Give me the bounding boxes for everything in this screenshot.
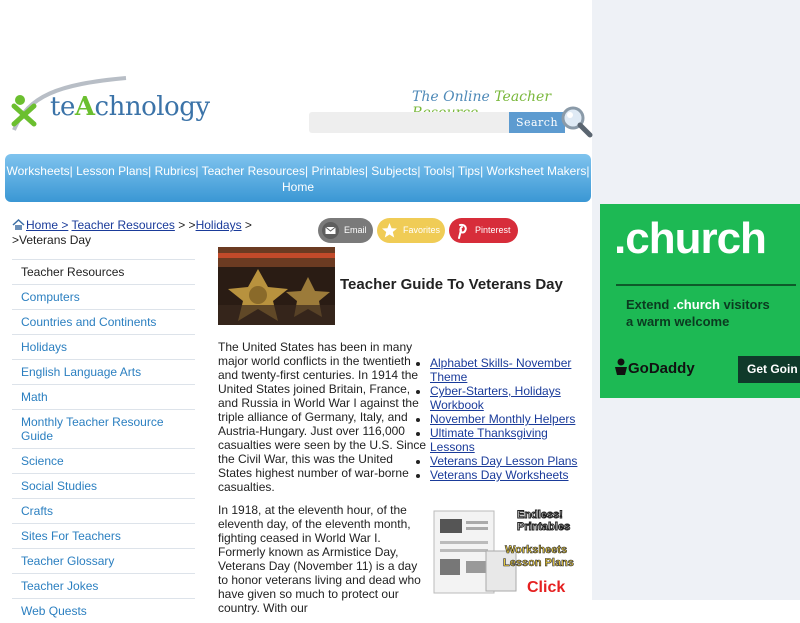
breadcrumb-teacher-resources[interactable]: Teacher Resources bbox=[71, 218, 175, 232]
breadcrumb-holidays[interactable]: Holidays bbox=[195, 218, 242, 232]
share-favorites-button[interactable]: Favorites bbox=[377, 218, 445, 243]
sidebar-item-sites-for-teachers[interactable]: Sites For Teachers bbox=[12, 523, 195, 548]
list-item bbox=[430, 426, 588, 454]
share-pinterest-button[interactable]: Pinterest bbox=[449, 218, 518, 243]
list-item bbox=[430, 356, 588, 384]
sidebar-item-countries-and-continents[interactable]: Countries and Continents bbox=[12, 309, 195, 334]
ad-brand-logo: GoDaddy bbox=[614, 358, 695, 377]
article-paragraph-2: In 1918, at the eleventh hour, of the eleventh day, of the eleventh month, fighting ceased in World War I. Formerly known as Armistice Day, Veterans Day (November 11) is a day to honor veterans living and dead who have given so much to protect our country. With our bbox=[218, 503, 421, 615]
ad-headline: .church bbox=[614, 214, 766, 263]
link-cyber-starters[interactable]: Cyber-Starters, Holidays Workbook bbox=[430, 384, 561, 412]
nav-subjects[interactable]: Subjects bbox=[371, 164, 418, 178]
article-paragraph-1: The United States has been in many major world conflicts in the twentieth and twenty-first centuries. In 1914 the United States joined Britain, France, and Russia in World War I against the triple alliance of Germany, Italy, and Austria-Hungary. Just over 116,000 casualties were seen by the U.S. Since the Civil War, this was the United States highest number of war-borne casualties. bbox=[218, 340, 427, 494]
ad-cta-button[interactable]: Get Goin bbox=[738, 356, 800, 383]
logo-text: teAchnology bbox=[50, 92, 210, 122]
promo-line-lesson-plans: Lesson Plans bbox=[503, 557, 574, 569]
sidebar-item-teacher-jokes[interactable]: Teacher Jokes bbox=[12, 573, 195, 598]
sidebar-item-teacher-glossary[interactable]: Teacher Glossary bbox=[12, 548, 195, 573]
search-input[interactable] bbox=[309, 112, 509, 133]
promo-line-endless: Endless! bbox=[517, 509, 563, 521]
article-title: Teacher Guide To Veterans Day bbox=[340, 276, 563, 293]
site-tagline: The Online Teacher bbox=[412, 89, 552, 105]
ad-divider bbox=[616, 284, 796, 286]
list-item bbox=[430, 412, 588, 426]
list-item bbox=[430, 384, 588, 412]
sidebar-item-computers[interactable]: Computers bbox=[12, 284, 195, 309]
search-button[interactable]: Search bbox=[509, 112, 565, 133]
site-logo[interactable] bbox=[8, 76, 208, 146]
share-email-button[interactable]: Email bbox=[318, 218, 373, 243]
godaddy-figure-icon bbox=[614, 358, 628, 376]
envelope-icon bbox=[322, 222, 339, 239]
promo-line-printables: Printables bbox=[517, 521, 571, 533]
ad-subtext: Extend .church visitors a warm welcome bbox=[626, 297, 770, 329]
nav-rubrics[interactable]: Rubrics bbox=[154, 164, 196, 178]
link-alphabet-skills[interactable]: Alphabet Skills- November Theme bbox=[430, 356, 572, 384]
promo-line-worksheets: Worksheets bbox=[505, 544, 568, 556]
home-icon bbox=[12, 219, 25, 230]
pinterest-icon bbox=[453, 222, 470, 239]
link-veterans-lesson-plans[interactable]: Veterans Day Lesson Plans bbox=[430, 454, 578, 468]
nav-teacher-resources[interactable]: Teacher Resources bbox=[201, 164, 305, 178]
link-november-helpers[interactable]: November Monthly Helpers bbox=[430, 412, 576, 426]
sidebar-item-teacher-resources[interactable]: Teacher Resources bbox=[12, 259, 195, 284]
sidebar-menu bbox=[12, 259, 195, 623]
breadcrumb-home[interactable]: Home > bbox=[26, 218, 69, 232]
nav-tips[interactable]: Tips bbox=[457, 164, 481, 178]
sidebar-item-holidays[interactable]: Holidays bbox=[12, 334, 195, 359]
main-navigation: Worksheets| Lesson Plans| Rubrics| Teacher Resources| Printables| Subjects| Tools| Tips| Worksheet Makers| Home bbox=[5, 154, 591, 202]
link-ultimate-thanksgiving[interactable]: Ultimate Thanksgiving Lessons bbox=[430, 426, 548, 454]
medals-photo bbox=[218, 247, 335, 325]
nav-home[interactable]: Home bbox=[281, 180, 314, 194]
breadcrumb-current: >Veterans Day bbox=[12, 233, 92, 247]
star-icon bbox=[381, 222, 398, 239]
related-links-list bbox=[413, 356, 588, 482]
sidebar-item-science[interactable]: Science bbox=[12, 448, 195, 473]
sidebar-item-monthly-teacher-resource-guide[interactable]: Monthly Teacher Resource Guide bbox=[12, 409, 195, 448]
printables-promo-banner[interactable] bbox=[430, 507, 576, 600]
sidebar-item-english-language-arts[interactable]: English Language Arts bbox=[12, 359, 195, 384]
nav-worksheet-makers[interactable]: Worksheet Makers bbox=[486, 164, 587, 178]
breadcrumb: Home > Teacher Resources > >Holidays > >Veterans Day bbox=[12, 218, 252, 247]
sidebar-item-web-quests[interactable]: Web Quests bbox=[12, 598, 195, 623]
nav-tools[interactable]: Tools bbox=[423, 164, 452, 178]
list-item bbox=[430, 468, 588, 482]
magnifier-icon[interactable] bbox=[558, 104, 594, 140]
sidebar-item-crafts[interactable]: Crafts bbox=[12, 498, 195, 523]
list-item bbox=[430, 454, 588, 468]
sidebar-item-math[interactable]: Math bbox=[12, 384, 195, 409]
sidebar-item-social-studies[interactable]: Social Studies bbox=[12, 473, 195, 498]
nav-lesson-plans[interactable]: Lesson Plans bbox=[76, 164, 149, 178]
nav-printables[interactable]: Printables bbox=[311, 164, 365, 178]
advertisement-banner[interactable] bbox=[600, 204, 800, 398]
link-veterans-worksheets[interactable]: Veterans Day Worksheets bbox=[430, 468, 569, 482]
nav-worksheets[interactable]: Worksheets bbox=[6, 164, 70, 178]
promo-line-click: Click bbox=[527, 579, 566, 596]
